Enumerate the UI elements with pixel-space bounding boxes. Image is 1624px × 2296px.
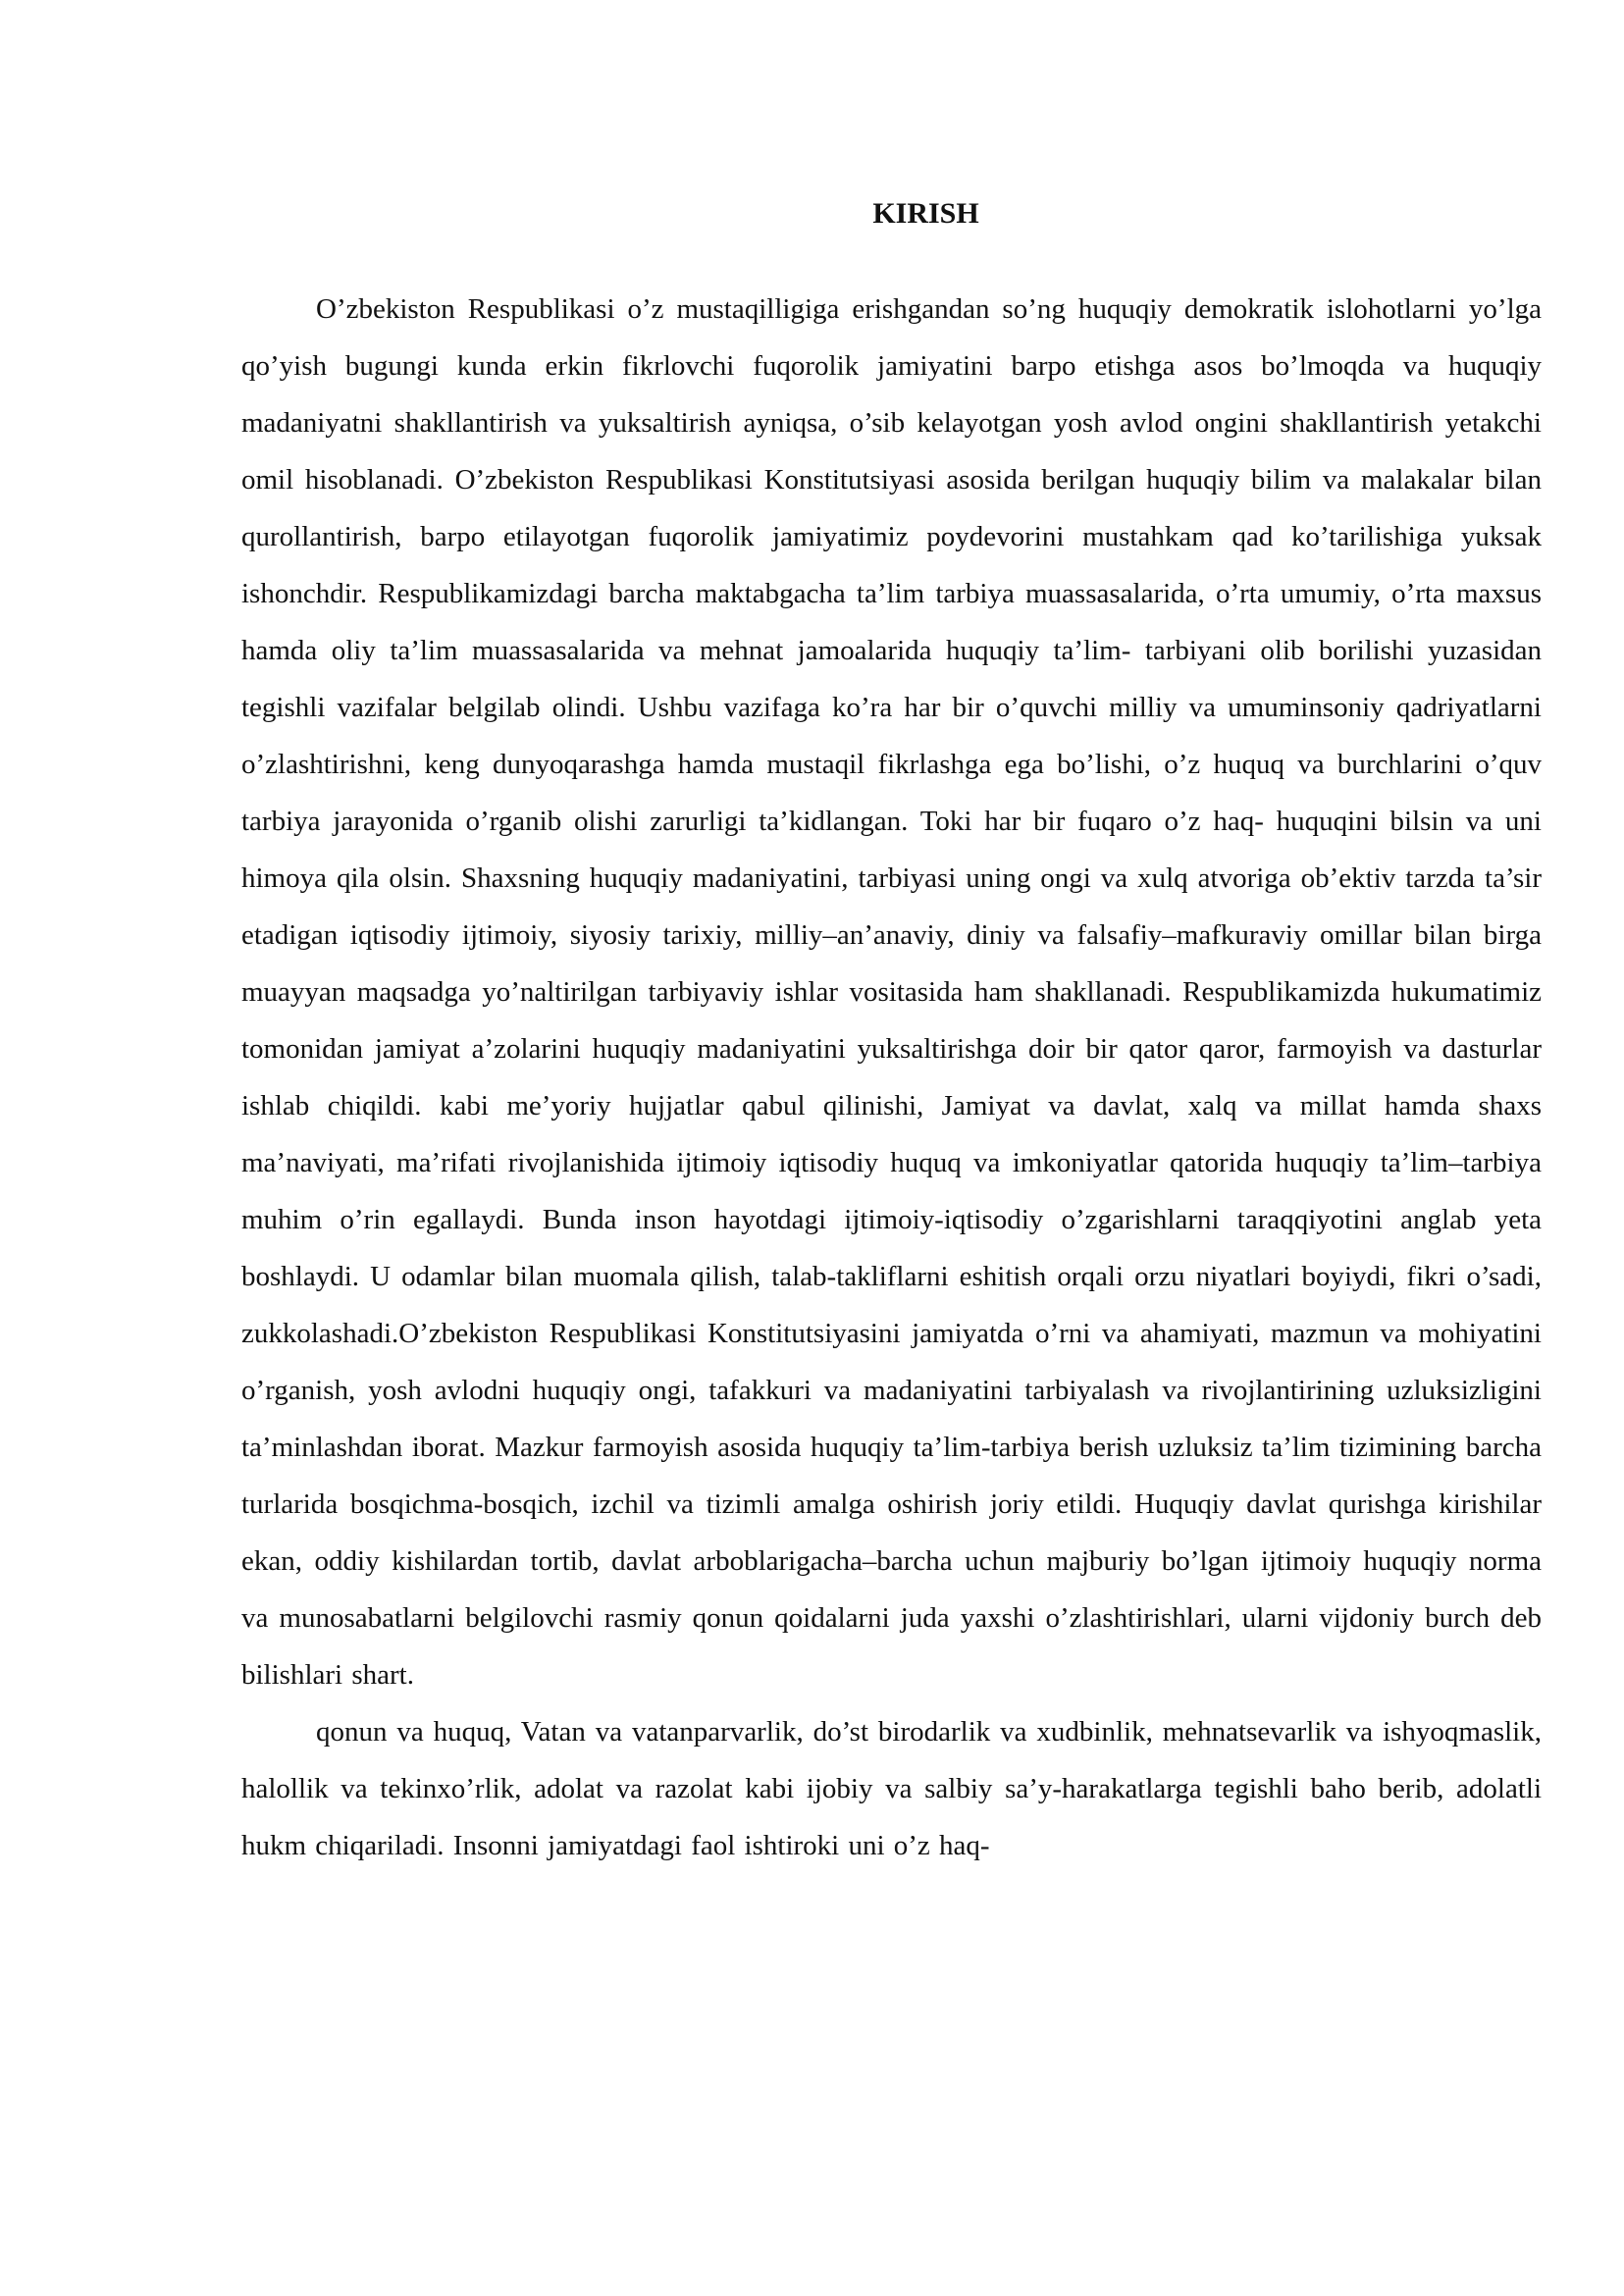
paragraph-intro: O’zbekiston Respublikasi o’z mustaqilligiga erishgandan so’ng huquqiy demokratik islohotlarni yo’lga qo’yish bugungi kunda erkin fikrlovchi fuqorolik jamiyatini barpo etishga asos bo’lmoqda va huquqiy madaniyatni shakllantirish va yuksaltirish ayniqsa, o’sib kelayotgan yosh avlod ongini shakllantirish yetakchi omil hisoblanadi. O’zbekiston Respublikasi Konstitutsiyasi asosida berilgan huquqiy bilim va malakalar bilan qurollantirish, barpo etilayotgan fuqorolik jamiyatimiz poydevorini mustahkam qad ko’tarilishiga yuksak ishonchdir. Respublikamizdagi barcha maktabgacha ta’lim tarbiya muassasalarida, o’rta umumiy, o’rta maxsus hamda oliy ta’lim muassasalarida va mehnat jamoalarida huquqiy ta’lim- tarbiyani olib borilishi yuzasidan tegishli vazifalar belgilab olindi. Ushbu vazifaga ko’ra har bir o’quvchi milliy va umuminsoniy qadriyatlarni o’zlashtirishni, keng dunyoqarashga hamda mustaqil fikrlashga ega bo’lishi, o’z huquq va burchlarini o’quv tarbiya jarayonida o’rganib olishi zarurligi ta’kidlangan. Toki har bir fuqaro o’z haq- huquqini bilsin va uni himoya qila olsin. Shaxsning huquqiy madaniyatini, tarbiyasi uning ongi va xulq atvoriga ob’ektiv tarzda ta’sir etadigan iqtisodiy ijtimoiy, siyosiy tarixiy, milliy–an’anaviy, diniy va falsafiy–mafkuraviy omillar bilan birga muayyan maqsadga yo’naltirilgan tarbiyaviy ishlar vositasida ham shakllanadi. Respublikamizda hukumatimiz tomonidan jamiyat a’zolarini huquqiy madaniyatini yuksaltirishga doir bir qator qaror, farmoyish va dasturlar ishlab chiqildi. kabi me’yoriy hujjatlar qabul qilinishi, Jamiyat va davlat, xalq va millat hamda shaxs ma’naviyati, ma’rifati rivojlanishida ijtimoiy iqtisodiy huquq va imkoniyatlar qatorida huquqiy ta’lim–tarbiya muhim o’rin egallaydi. Bunda inson hayotdagi ijtimoiy-iqtisodiy o’zgarishlarni taraqqiyotini anglab yeta boshlaydi. U odamlar bilan muomala qilish, talab-takliflarni eshitish orqali orzu niyatlari boyiydi, fikri o’sadi, zukkolashadi.O’zbekiston Respublikasi Konstitutsiyasini jamiyatda o’rni va ahamiyati, mazmun va mohiyatini o’rganish, yosh avlodni huquqiy ongi, tafakkuri va madaniyatini tarbiyalash va rivojlantirining uzluksizligini ta’minlashdan iborat. Mazkur farmoyish asosida huquqiy ta’lim-tarbiya berish uzluksiz ta’lim tizimining barcha turlarida bosqichma-bosqich, izchil va tizimli amalga oshirish joriy etildi. Huquqiy davlat qurishga kirishilar ekan, oddiy kishilardan tortib, davlat arboblarigacha–barcha uchun majburiy bo’lgan ijtimoiy huquqiy norma va munosabatlarni belgilovchi rasmiy qonun qoidalarni juda yaxshi o’zlashtirishlari, ularni vijdoniy burch deb bilishlari shart. bbox=[241, 293, 1542, 1691]
document-body bbox=[241, 186, 1542, 1874]
paragraph-second: qonun va huquq, Vatan va vatanparvarlik, do’st birodarlik va xudbinlik, mehnatsevarlik va ishyoqmaslik, halollik va tekinxo’rlik, adolat va razolat kabi ijobiy va salbiy sa’y-harakatlarga tegishli baho berib, adolatli hukm chiqariladi. Insonni jamiyatdagi faol ishtiroki uni o’z haq- bbox=[241, 1716, 1542, 1861]
page-title: KIRISH bbox=[872, 197, 979, 230]
